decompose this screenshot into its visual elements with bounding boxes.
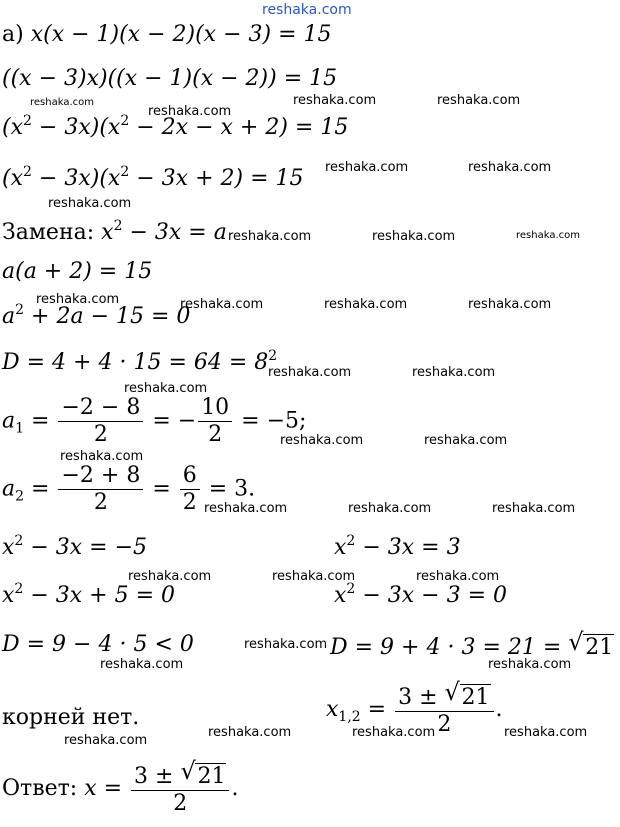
watermark: reshaka.com (272, 569, 356, 584)
discriminant-text: D = 4 + 4 · 15 = 64 = 8 (2, 350, 269, 375)
equation-line-8 (2, 348, 278, 375)
fraction (58, 465, 143, 514)
fraction (198, 397, 232, 446)
equation-part: − 3x − 3 = 0 (355, 583, 508, 608)
equation-part: − 3x)(x (31, 115, 121, 140)
equation-line-1 (2, 24, 332, 46)
watermark: reshaka.com (36, 292, 120, 307)
equation-part: − 3x = 3 (355, 535, 461, 560)
square-root (444, 678, 491, 710)
watermark: reshaka.com (60, 449, 144, 464)
answer-line (2, 757, 239, 816)
equation-line-4 (2, 164, 304, 191)
exponent: 2 (346, 533, 356, 549)
equation-part: x (334, 535, 347, 560)
exponent: 2 (14, 533, 24, 549)
numerator: 6 (180, 465, 200, 490)
watermark: reshaka.com (352, 725, 436, 740)
equation-part: (x (2, 166, 23, 191)
exponent: 2 (120, 164, 130, 180)
exponent: 2 (346, 581, 356, 597)
equation-line-12-right (334, 581, 508, 608)
result: = 3. (201, 476, 256, 502)
equation-part: a (2, 304, 16, 329)
equation-text: a(a + 2) = 15 (2, 259, 153, 284)
part-label: а) (2, 22, 31, 47)
watermark: reshaka.com (204, 501, 288, 516)
equation-line-14-left (2, 707, 139, 729)
watermark: reshaka.com (128, 569, 212, 584)
exponent: 2 (120, 113, 130, 129)
watermark: reshaka.com (280, 433, 364, 448)
watermark: reshaka.com (293, 93, 377, 108)
watermark: reshaka.com (424, 433, 508, 448)
subscript: 1 (15, 420, 25, 437)
watermark: reshaka.com (412, 365, 496, 380)
equation-line-3 (2, 113, 349, 140)
numerator (131, 757, 229, 791)
equation-part: x (2, 583, 15, 608)
watermark: reshaka.com (208, 725, 292, 740)
subscript: 2 (15, 488, 25, 505)
watermark: reshaka.com (488, 657, 572, 672)
watermark: reshaka.com (124, 381, 208, 396)
equation-line-12-left (2, 581, 176, 608)
equation-line-2 (2, 68, 337, 90)
denominator: 2 (173, 791, 188, 816)
answer-label: Ответ: (2, 776, 85, 801)
equation-line-11-right (334, 533, 461, 560)
fraction (58, 397, 143, 446)
subscript: 1,2 (338, 709, 361, 725)
watermark: reshaka.com (48, 196, 132, 211)
equation-part: − 3x + 5 = 0 (23, 583, 176, 608)
radical-sign: √ (568, 628, 584, 656)
equation-line-11-left (2, 533, 148, 560)
fraction (180, 465, 200, 514)
watermark: reshaka.com (228, 229, 312, 244)
radicand: 21 (197, 764, 226, 789)
root-symbol: a (2, 476, 16, 502)
exponent: 2 (14, 581, 24, 597)
equals: = (360, 697, 394, 722)
equation-part: − 3x = a (122, 220, 227, 245)
exponent: 2 (23, 164, 32, 180)
denominator: 2 (93, 422, 108, 447)
watermark: reshaka.com (325, 160, 409, 175)
period: . (231, 776, 239, 801)
result: = −5; (234, 408, 307, 434)
watermark: reshaka.com (244, 637, 328, 652)
equation-part: − 3x)(x (31, 166, 121, 191)
period: . (495, 697, 503, 722)
numerator: −2 − 8 (58, 397, 143, 422)
watermark: reshaka.com (416, 569, 500, 584)
equation-part: x (2, 535, 15, 560)
equation-part: x (101, 220, 114, 245)
denominator: 2 (208, 422, 223, 447)
equation-part: − 2x − x + 2) = 15 (129, 115, 349, 140)
watermark: reshaka.com (437, 93, 521, 108)
watermark: reshaka.com (468, 160, 552, 175)
radicand: 21 (461, 685, 490, 710)
exponent: 2 (113, 218, 123, 234)
no-roots-text: корней нет. (2, 705, 140, 730)
watermark: reshaka.com (30, 97, 94, 108)
denominator: 2 (93, 490, 108, 515)
root-symbol: x (326, 697, 339, 722)
watermark-top: reshaka.com (262, 2, 352, 18)
equation-part: (x (2, 115, 23, 140)
discriminant-text: D = 9 − 4 · 5 < 0 (2, 632, 194, 657)
watermark: reshaka.com (100, 657, 184, 672)
equals: = (24, 476, 57, 502)
watermark: reshaka.com (348, 501, 432, 516)
watermark: reshaka.com (372, 229, 456, 244)
watermark: reshaka.com (468, 297, 552, 312)
watermark: reshaka.com (516, 230, 580, 241)
watermark: reshaka.com (64, 733, 148, 748)
discriminant-text: D = 9 + 4 · 3 = 21 = (330, 635, 569, 660)
numerator: 10 (198, 397, 232, 422)
equation-line-13-left (2, 634, 194, 656)
root-symbol: a (2, 408, 16, 434)
denominator: 2 (437, 712, 452, 737)
square-root (180, 757, 226, 789)
equation-line-7 (2, 302, 191, 329)
square-root (568, 628, 614, 660)
equals: = (145, 476, 178, 502)
equation-part: x (334, 583, 347, 608)
equation-text: ((x − 3)x)((x − 1)(x − 2)) = 15 (2, 66, 338, 91)
numerator: −2 + 8 (58, 465, 143, 490)
equation-line-5 (2, 218, 227, 245)
numerator-prefix: 3 ± (398, 685, 445, 710)
fraction (131, 757, 229, 816)
watermark: reshaka.com (492, 501, 576, 516)
answer-lhs: x = (84, 776, 130, 801)
radical-sign: √ (444, 678, 460, 706)
watermark: reshaka.com (148, 104, 232, 119)
equation-text: x(x − 1)(x − 2)(x − 3) = 15 (30, 22, 332, 47)
equation-line-9 (2, 397, 306, 446)
equation-part: − 3x + 2) = 15 (129, 166, 304, 191)
equation-part: + 2a − 15 = 0 (24, 304, 191, 329)
equals: = − (145, 408, 197, 434)
numerator (395, 678, 493, 712)
watermark: reshaka.com (504, 725, 588, 740)
equation-line-6 (2, 261, 152, 283)
equation-part: − 3x = −5 (23, 535, 148, 560)
radical-sign: √ (180, 757, 196, 785)
exponent: 2 (23, 113, 32, 129)
radicand: 21 (585, 635, 614, 660)
equation-line-13-right (330, 628, 614, 660)
watermark: reshaka.com (268, 365, 352, 380)
exponent: 2 (268, 348, 278, 364)
equals: = (24, 408, 57, 434)
substitution-label: Замена: (2, 220, 102, 245)
denominator: 2 (182, 490, 197, 515)
watermark: reshaka.com (324, 297, 408, 312)
watermark: reshaka.com (180, 297, 264, 312)
exponent: 2 (15, 302, 25, 318)
numerator-prefix: 3 ± (134, 764, 181, 789)
